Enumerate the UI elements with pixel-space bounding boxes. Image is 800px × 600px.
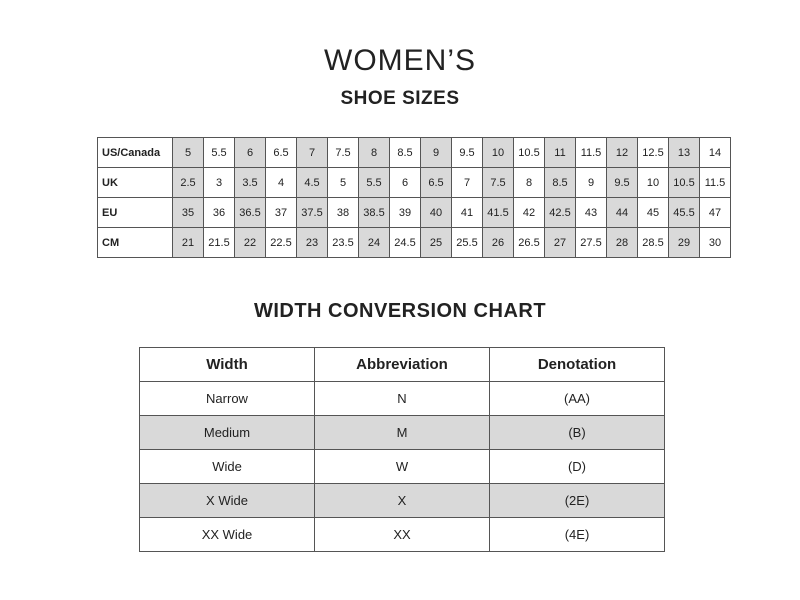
- size-cell: 4: [266, 168, 297, 198]
- size-cell: 38.5: [359, 198, 390, 228]
- width-row: [140, 484, 665, 518]
- size-cell: 6: [390, 168, 421, 198]
- size-cell: 26.5: [514, 228, 545, 258]
- size-cell: 6: [235, 138, 266, 168]
- denotation-cell: (2E): [490, 484, 665, 518]
- width-cell: Medium: [140, 416, 315, 450]
- size-cell: 5: [173, 138, 204, 168]
- size-cell: 10: [638, 168, 669, 198]
- size-cell: 24.5: [390, 228, 421, 258]
- size-cell: 26: [483, 228, 514, 258]
- size-cell: 38: [328, 198, 359, 228]
- size-row: [98, 138, 731, 168]
- width-cell: Narrow: [140, 382, 315, 416]
- size-cell: 5.5: [359, 168, 390, 198]
- denotation-cell: (D): [490, 450, 665, 484]
- abbreviation-cell: W: [315, 450, 490, 484]
- size-row-label: CM: [98, 228, 173, 258]
- size-cell: 12.5: [638, 138, 669, 168]
- size-cell: 36: [204, 198, 235, 228]
- size-cell: 9: [421, 138, 452, 168]
- size-cell: 44: [607, 198, 638, 228]
- size-cell: 7: [297, 138, 328, 168]
- size-cell: 11.5: [700, 168, 731, 198]
- size-row-label: EU: [98, 198, 173, 228]
- denotation-cell: (AA): [490, 382, 665, 416]
- width-cell: Wide: [140, 450, 315, 484]
- size-cell: 25.5: [452, 228, 483, 258]
- size-cell: 8.5: [390, 138, 421, 168]
- size-cell: 7.5: [483, 168, 514, 198]
- size-cell: 21: [173, 228, 204, 258]
- size-cell: 12: [607, 138, 638, 168]
- abbreviation-cell: M: [315, 416, 490, 450]
- size-cell: 37: [266, 198, 297, 228]
- width-row: [140, 450, 665, 484]
- size-cell: 43: [576, 198, 607, 228]
- size-cell: 40: [421, 198, 452, 228]
- size-cell: 45: [638, 198, 669, 228]
- size-cell: 24: [359, 228, 390, 258]
- denotation-cell: (B): [490, 416, 665, 450]
- size-cell: 35: [173, 198, 204, 228]
- size-cell: 6.5: [266, 138, 297, 168]
- size-cell: 27.5: [576, 228, 607, 258]
- size-cell: 29: [669, 228, 700, 258]
- size-cell: 9: [576, 168, 607, 198]
- shoe-size-table: [97, 137, 731, 258]
- size-cell: 3: [204, 168, 235, 198]
- abbreviation-cell: N: [315, 382, 490, 416]
- size-cell: 41: [452, 198, 483, 228]
- size-cell: 5: [328, 168, 359, 198]
- size-cell: 2.5: [173, 168, 204, 198]
- size-row-label: UK: [98, 168, 173, 198]
- size-cell: 14: [700, 138, 731, 168]
- size-cell: 45.5: [669, 198, 700, 228]
- page-title: WOMEN’S: [324, 44, 476, 77]
- size-cell: 13: [669, 138, 700, 168]
- width-chart-title: WIDTH CONVERSION CHART: [253, 300, 547, 322]
- size-cell: 41.5: [483, 198, 514, 228]
- denotation-cell: (4E): [490, 518, 665, 552]
- size-row: [98, 228, 731, 258]
- size-cell: 25: [421, 228, 452, 258]
- size-cell: 23.5: [328, 228, 359, 258]
- size-cell: 11.5: [576, 138, 607, 168]
- size-cell: 4.5: [297, 168, 328, 198]
- size-cell: 8: [359, 138, 390, 168]
- width-cell: XX Wide: [140, 518, 315, 552]
- size-cell: 30: [700, 228, 731, 258]
- size-row: [98, 168, 731, 198]
- size-cell: 28: [607, 228, 638, 258]
- width-row: [140, 382, 665, 416]
- size-cell: 23: [297, 228, 328, 258]
- size-cell: 6.5: [421, 168, 452, 198]
- width-conversion-table: [139, 347, 665, 552]
- size-cell: 7.5: [328, 138, 359, 168]
- size-cell: 10.5: [669, 168, 700, 198]
- size-cell: 10.5: [514, 138, 545, 168]
- size-cell: 8: [514, 168, 545, 198]
- width-table-header-row: [140, 348, 665, 382]
- abbreviation-cell: X: [315, 484, 490, 518]
- size-cell: 39: [390, 198, 421, 228]
- size-cell: 37.5: [297, 198, 328, 228]
- size-cell: 10: [483, 138, 514, 168]
- size-cell: 28.5: [638, 228, 669, 258]
- header-denotation: Denotation: [490, 348, 665, 382]
- abbreviation-cell: XX: [315, 518, 490, 552]
- size-cell: 22: [235, 228, 266, 258]
- size-cell: 9.5: [452, 138, 483, 168]
- width-cell: X Wide: [140, 484, 315, 518]
- size-cell: 9.5: [607, 168, 638, 198]
- page-subtitle: SHOE SIZES: [340, 88, 460, 109]
- size-cell: 7: [452, 168, 483, 198]
- size-cell: 36.5: [235, 198, 266, 228]
- width-row: [140, 518, 665, 552]
- size-cell: 47: [700, 198, 731, 228]
- size-cell: 21.5: [204, 228, 235, 258]
- header-width: Width: [140, 348, 315, 382]
- size-cell: 27: [545, 228, 576, 258]
- size-cell: 42: [514, 198, 545, 228]
- size-cell: 11: [545, 138, 576, 168]
- size-row: [98, 198, 731, 228]
- header-abbreviation: Abbreviation: [315, 348, 490, 382]
- size-cell: 8.5: [545, 168, 576, 198]
- size-cell: 22.5: [266, 228, 297, 258]
- width-row: [140, 416, 665, 450]
- size-cell: 42.5: [545, 198, 576, 228]
- size-row-label: US/Canada: [98, 138, 173, 168]
- size-cell: 3.5: [235, 168, 266, 198]
- size-cell: 5.5: [204, 138, 235, 168]
